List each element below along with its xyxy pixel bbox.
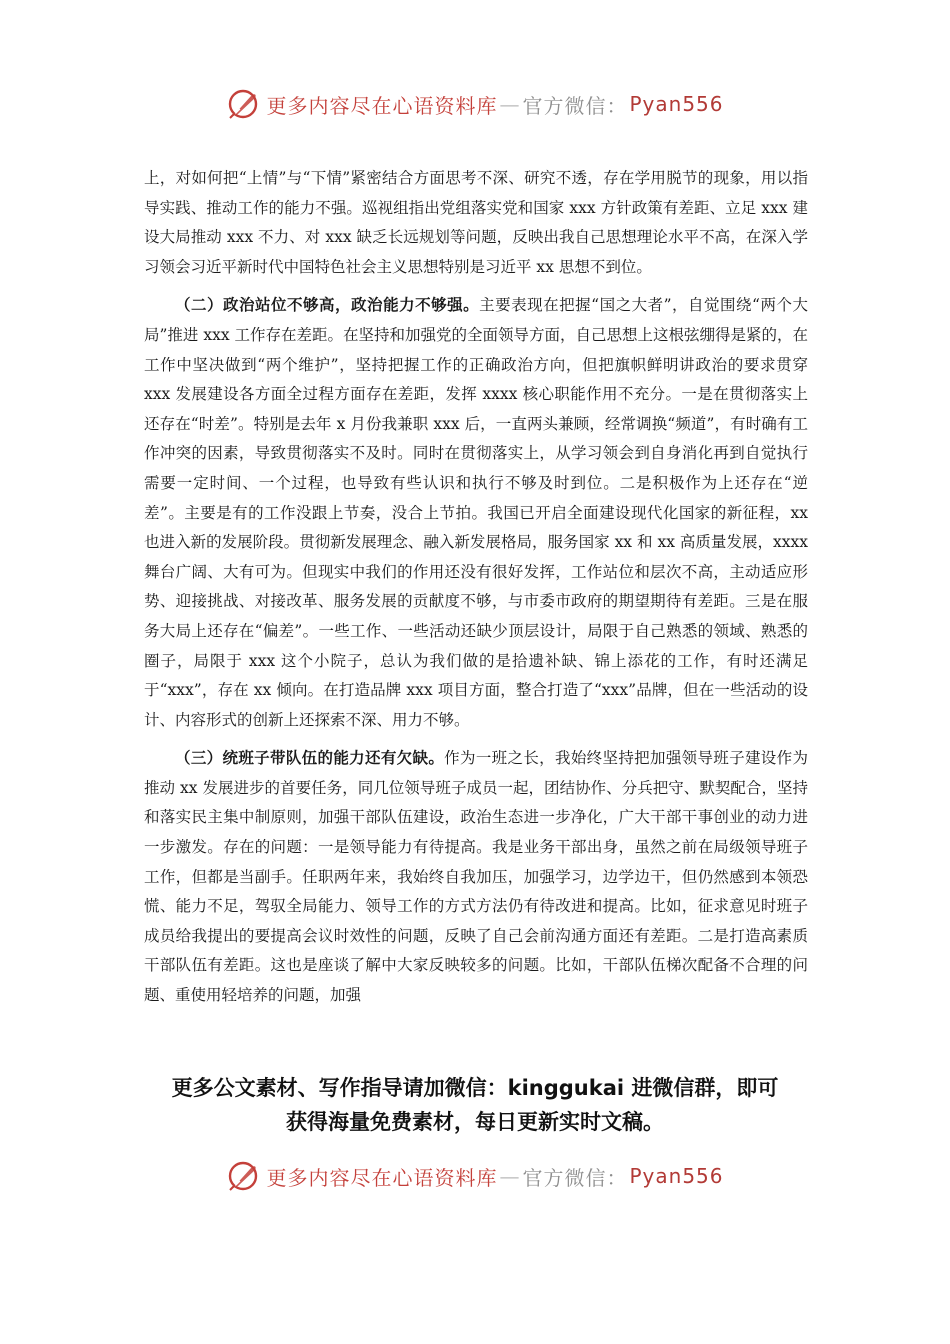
promo-line-1: 更多公文素材、写作指导请加微信：kinggukai 进微信群，即可 (171, 1076, 779, 1100)
banner-wechat-id: Pyan556 (629, 1164, 724, 1188)
paragraph-1: 上，对如何把“上情”与“下情”紧密结合方面思考不深、研究不透，存在学用脱节的现象，用以指导实践、推动工作的能力不强。巡视组指出党组落实党和国家 xxx 方针政策有差距、立足 xxx 建设大局推动 xxx 不力、对 xxx 缺乏长远规划等问题，反映出我自己思想理论水平不高，在深入学习领会习近平新时代中国特色社会主义思想特别是习近平 xx 思想不到位。 (144, 169, 808, 276)
banner-wechat-id: Pyan556 (629, 92, 724, 116)
paragraph-3 (144, 743, 808, 1010)
promo-notice (120, 1071, 830, 1139)
banner-title: 更多内容尽在心语资料库 (266, 93, 498, 118)
section-heading-2: （二）政治站位不够高，政治能力不够强。 (175, 295, 480, 315)
header-banner (0, 84, 950, 124)
footer-banner (0, 1156, 950, 1196)
banner-title: 更多内容尽在心语资料库 (266, 1165, 498, 1190)
footer-banner-text (266, 1162, 723, 1191)
banner-wechat-label: 官方微信： (522, 1165, 628, 1190)
paragraph-3-text: 作为一班之长，我始终坚持把加强领导班子建设作为推动 xx 发展进步的首要任务，同几位领导班子成员一起，团结协作、分兵把守、默契配合，坚持和落实民主集中制原则，加强干部队伍建设，政治生态进一步净化，广大干部干事创业的动力进一步激发。存在的问题：一是领导能力有待提高。我是业务干部出身，虽然之前在局级领导班子工作，但都是当副手。任职两年来，我始终自我加压，加强学习，边学边干，但仍然感到本领恐慌、能力不足，驾驭全局能力、领导工作的方式方法仍有待改进和提高。比如，征求意见时班子成员给我提出的要提高会议时效性的问题，反映了自己会前沟通方面还有差距。二是打造高素质干部队伍有差距。这也是座谈了解中大家反映较多的问题。比如，干部队伍梯次配备不合理的问题、重使用轻培养的问题，加强 (144, 749, 808, 1005)
banner-separator: — (499, 92, 521, 116)
document-body (144, 164, 808, 1011)
banner-separator: — (499, 1164, 521, 1188)
paragraph-2-text: 主要表现在把握“国之大者”，自觉围绕“两个大局”推进 xxx 工作存在差距。在坚持和加强党的全面领导方面，自己思想上这根弦绷得是紧的，在工作中坚决做到“两个维护”，坚持把握工作的正确政治方向，但把旗帜鲜明讲政治的要求贯穿 xxx 发展建设各方面全过程方面存在差距，发挥 xxxx 核心职能作用不充分。一是在贯彻落实上还存在“时差”。特别是去年 x 月份我兼职 xxx 后，一直两头兼顾，经常调换“频道”，有时确有工作冲突的因素，导致贯彻落实不及时。同时在贯彻落实上，从学习领会到自身消化再到自觉执行需要一定时间、一个过程，也导致有些认识和执行不够及时到位。二是积极作为上还存在“逆差”。主要是有的工作没跟上节奏，没合上节拍。我国已开启全面建设现代化国家的新征程，xx 也进入新的发展阶段。贯彻新发展理念、融入新发展格局，服务国家 xx 和 xx 高质量发展，xxxx 舞台广阔、大有可为。但现实中我们的作用还没有很好发挥，工作站位和层次不高，主动适应形势、迎接挑战、对接改革、服务发展的贡献度不够，与市委市政府的期望期待有差距。三是在服务大局上还存在“偏差”。一些工作、一些活动还缺少顶层设计，局限于自己熟悉的领域、熟悉的圈子，局限于 xxx 这个小院子，总认为我们做的是拾遗补缺、锦上添花的工作，有时还满足于“xxx”，存在 xx 倾向。在打造品牌 xxx 项目方面，整合打造了“xxx”品牌，但在一些活动的设计、内容形式的创新上还探索不深、用力不够。 (144, 296, 809, 729)
section-heading-3: （三）统班子带队伍的能力还有欠缺。 (175, 748, 445, 768)
quill-pen-logo-icon (226, 87, 260, 121)
header-banner-text (266, 90, 723, 119)
promo-line-2: 获得海量免费素材，每日更新实时文稿。 (286, 1110, 664, 1134)
paragraph-2 (144, 290, 808, 735)
banner-wechat-label: 官方微信： (522, 93, 628, 118)
quill-pen-logo-icon (226, 1159, 260, 1193)
